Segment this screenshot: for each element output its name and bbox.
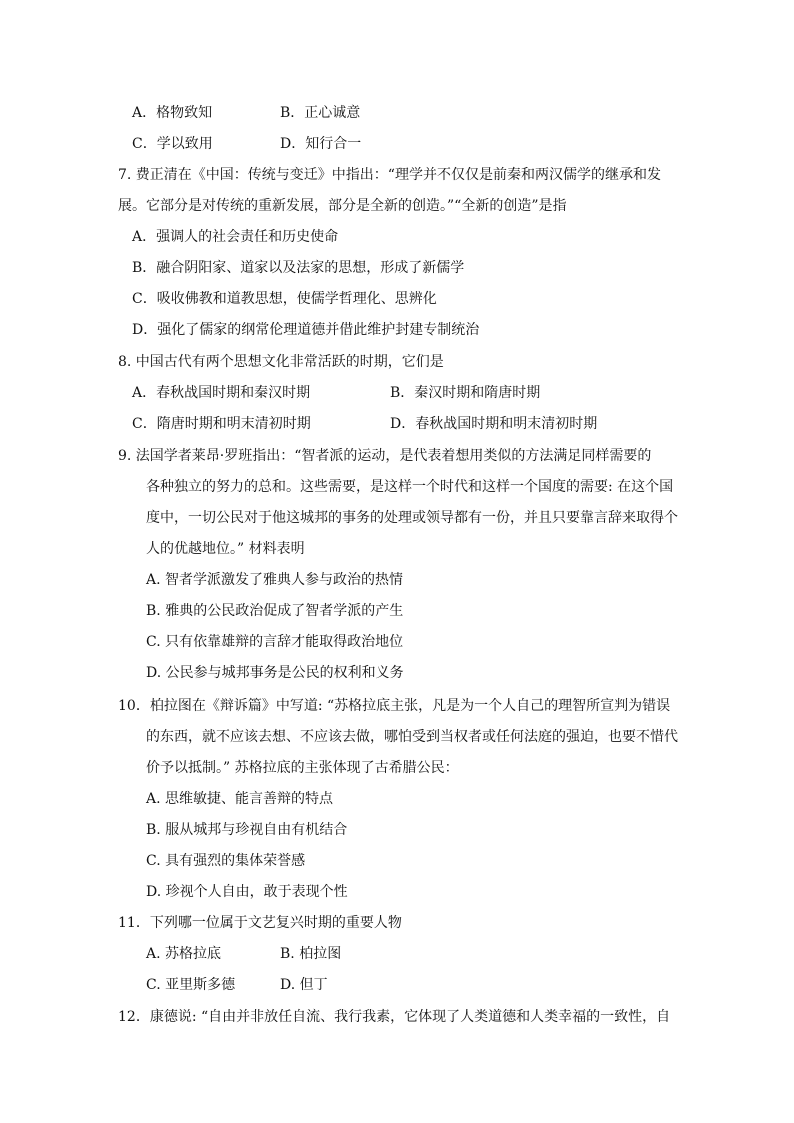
q11-stem: 11．下列哪一位属于文艺复兴时期的重要人物 (118, 915, 402, 931)
q10-stem-line-3: 价予以抵制。” 苏格拉底的主张体现了古希腊公民： (146, 760, 459, 776)
q8-option-a: A．春秋战国时期和秦汉时期 (132, 385, 311, 401)
q11-option-row-1 (146, 944, 342, 964)
q6-option-b: B．正心诚意 (280, 105, 361, 121)
q10-stem-line-1: 10．柏拉图在《辩诉篇》中写道: “苏格拉底主张，凡是为一个人自己的理智所宣判为错误 (118, 698, 671, 714)
q9-option-c: C. 只有依靠雄辩的言辞才能取得政治地位 (146, 634, 404, 650)
q9-option-a: A. 智者学派激发了雅典人参与政治的热情 (146, 572, 404, 588)
q8-option-d: D．春秋战国时期和明末清初时期 (390, 416, 598, 432)
q6-option-a: A．格物致知 (132, 105, 213, 121)
q10-stem-line-2: 的东西，就不应该去想、不应该去做，哪怕受到当权者或任何法庭的强迫，也要不惜代 (146, 729, 678, 745)
q9-stem-line-4: 人的优越地位。” 材料表明 (146, 541, 305, 557)
q6-option-row-2 (132, 134, 362, 154)
q6-option-d: D．知行合一 (280, 136, 362, 152)
q11-option-c: C. 亚里斯多德 (146, 977, 236, 993)
q9-option-d: D. 公民参与城邦事务是公民的权利和义务 (146, 665, 404, 681)
q11-option-d: D. 但丁 (280, 977, 328, 993)
q8-option-c: C．隋唐时期和明末清初时期 (132, 416, 311, 432)
q8-option-b: B．秦汉时期和隋唐时期 (390, 385, 541, 401)
q9-option-b: B. 雅典的公民政治促成了智者学派的产生 (146, 603, 404, 619)
q9-stem-line-3: 度中，一切公民对于他这城邦的事务的处理或领导都有一份，并且只要靠言辞来取得个 (146, 510, 678, 526)
q10-option-d: D. 珍视个人自由，敢于表现个性 (146, 884, 348, 900)
q8-option-row-2 (132, 414, 598, 434)
q11-option-row-2 (146, 975, 328, 995)
q10-option-a: A. 思维敏捷、能言善辩的特点 (146, 791, 334, 807)
q6-option-row-1 (132, 103, 361, 123)
q12-stem-line-1: 12．康德说: “自由并非放任自流、我行我素，它体现了人类道德和人类幸福的一致性，自 (118, 1009, 671, 1025)
q7-option-d: D．强化了儒家的纲常伦理道德并借此维护封建专制统治 (132, 322, 480, 338)
q8-stem: 8. 中国古代有两个思想文化非常活跃的时期，它们是 (118, 354, 444, 370)
q9-stem-line-1: 9. 法国学者莱昂·罗班指出：“智者派的运动，是代表着想用类似的方法满足同样需要的 (118, 448, 652, 464)
q8-option-row-1 (132, 383, 541, 403)
q7-stem-line-1: 7. 费正清在《中国：传统与变迁》中指出：“理学并不仅仅是前秦和两汉儒学的继承和发 (118, 167, 661, 183)
q11-option-a: A. 苏格拉底 (146, 946, 222, 962)
q10-option-c: C. 具有强烈的集体荣誉感 (146, 853, 306, 869)
q10-option-b: B. 服从城邦与珍视自由有机结合 (146, 822, 348, 838)
q7-option-a: A．强调人的社会责任和历史使命 (132, 229, 339, 245)
q6-option-c: C．学以致用 (132, 136, 213, 152)
q7-option-b: B．融合阴阳家、道家以及法家的思想，形成了新儒学 (132, 260, 465, 276)
q11-option-b: B. 柏拉图 (280, 946, 342, 962)
q7-option-c: C．吸收佛教和道教思想，使儒学哲理化、思辨化 (132, 291, 437, 307)
q7-stem-line-2: 展。它部分是对传统的重新发展，部分是全新的创造。”“全新的创造”是指 (118, 198, 567, 214)
q9-stem-line-2: 各种独立的努力的总和。这些需要，是这样一个时代和这样一个国度的需要: 在这个国 (146, 479, 674, 495)
